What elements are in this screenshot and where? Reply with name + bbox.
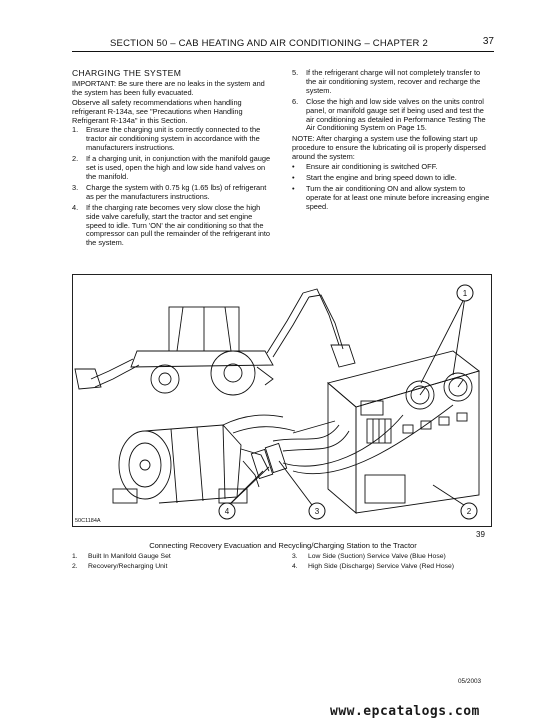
legend-number: 1. [72,553,78,560]
callout-label: 1 [462,289,468,298]
bullet-item [292,163,492,172]
startup-bullets [292,163,492,212]
callout-3 [309,503,325,519]
page-number: 37 [482,36,494,47]
right-column [292,69,492,214]
bullet-text: Turn the air conditioning ON and allow system to operate for at least one minute before increasing engine speed. [306,183,490,211]
step-number: 1. [72,125,79,135]
startup-note: NOTE: After charging a system use the following start up procedure to ensure the lubricating oil is properly dispersed around the system: [292,134,486,162]
bullet-text: Start the engine and bring speed down to idle. [306,172,457,182]
backhoe-loader-illustration [75,289,355,395]
callout-label: 4 [224,507,230,516]
legend-item [292,552,492,562]
step-item [72,184,272,202]
callout-4 [219,503,235,519]
figure-illustration [73,275,491,526]
callout-2 [461,503,477,519]
figure-frame [72,274,492,527]
legend-item [72,562,272,572]
publication-date: 05/2003 [458,678,482,685]
step-item [292,98,492,134]
callout-label: 3 [314,507,320,516]
safety-note: Observe all safety recommendations when handling refrigerant R-134a, see "Precautions when Handling Refrigerant R-134a" in this Section. [72,97,243,125]
hoses-valves-illustration [241,405,453,487]
step-text: Charge the system with 0.75 kg (1.65 lbs) of refrigerant as per the manufacturers instructions. [86,182,267,201]
figure-number: 39 [476,530,485,539]
legend-number: 2. [72,563,78,570]
legend-item [292,562,492,572]
bullet-text: Ensure air conditioning is switched OFF. [306,162,438,172]
figure-code: 50C1184A [75,518,101,524]
callout-label: 2 [466,507,472,516]
recharging-unit-illustration [328,351,479,513]
step-number: 6. [292,96,299,106]
step-text: If the charging rate becomes very slow close the high side valve carefully, start the tractor and set engine speed to idle. Turn 'ON' the air conditioning so that the compressor can pull the remainder of the refrigerant into the system. [86,202,271,248]
legend-text: High Side (Discharge) Service Valve (Red Hose) [308,563,455,570]
step-item [72,155,272,182]
legend-number: 3. [292,553,298,560]
bullet-icon: • [292,183,295,193]
callout-1 [457,285,473,301]
step-text: Close the high and low side valves on the units control panel, or manifold gauge set if being used and test the air conditioning as detailed in Performance Testing The Air Conditioning System on Page 15. [306,96,486,133]
section-title: CHARGING THE SYSTEM [72,68,182,78]
step-text: If the refrigerant charge will not completely transfer to the air conditioning system, recover and recharge the system. [306,68,481,95]
step-number: 4. [72,202,79,212]
section-header-title: SECTION 50 – CAB HEATING AND AIR CONDITIONING – CHAPTER 2 [110,38,428,49]
bullet-icon: • [292,172,295,182]
bullet-item [292,174,492,183]
step-number: 5. [292,68,299,77]
step-list-left [72,126,272,248]
watermark-link[interactable]: www.epcatalogs.com [330,704,480,719]
figure-caption: Connecting Recovery Evacuation and Recycling/Charging Station to the Tractor [149,541,417,550]
figure-legend-right [292,552,492,572]
page-header [72,36,494,52]
legend-item [72,552,272,562]
legend-text: Recovery/Recharging Unit [88,563,168,570]
bullet-item [292,185,492,212]
important-note: IMPORTANT: Be sure there are no leaks in the system and the system has been fully evacuated. [72,78,265,97]
legend-text: Built In Manifold Gauge Set [88,553,171,560]
step-number: 3. [72,182,79,192]
step-text: If a charging unit, in conjunction with the manifold gauge set is used, open the high and low side hand valves on the manifold. [86,154,271,181]
legend-number: 4. [292,563,298,570]
step-item [72,126,272,153]
step-list-right [292,69,492,133]
header-rule [72,51,494,52]
step-item [72,204,272,249]
step-number: 2. [72,154,79,164]
bullet-icon: • [292,162,295,172]
legend-text: Low Side (Suction) Service Valve (Blue Hose) [308,553,446,560]
left-column [72,69,272,250]
step-text: Ensure the charging unit is correctly connected to the tractor air conditioning system in accordance with the manufacturers instructions. [86,125,261,153]
step-item [292,69,492,96]
figure-legend-left [72,552,272,572]
